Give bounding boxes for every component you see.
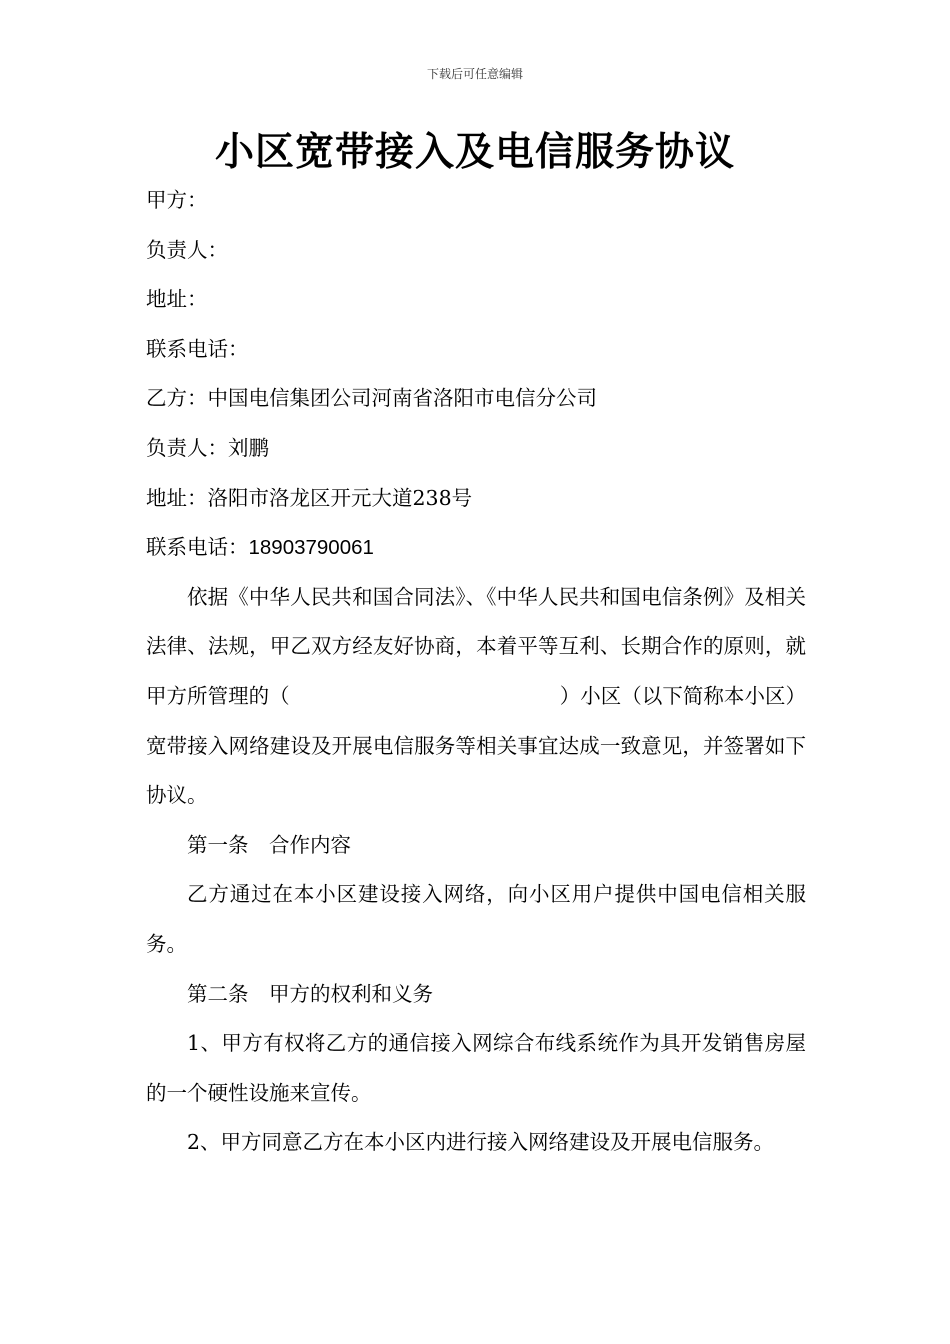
article-2-item-1: 1、甲方有权将乙方的通信接入网综合布线系统作为具开发销售房屋的一个硬性设施来宣传。 bbox=[146, 1031, 806, 1105]
party-b-name: 乙方：中国电信集团公司河南省洛阳市电信分公司 bbox=[146, 386, 597, 411]
article-2-item-2: 2、甲方同意乙方在本小区内进行接入网络建设及开展电信服务。 bbox=[187, 1130, 775, 1155]
document-body bbox=[146, 176, 806, 1168]
preamble-paragraph bbox=[146, 573, 806, 821]
party-b-phone bbox=[146, 523, 806, 573]
party-b-contact-person: 负责人：刘鹏 bbox=[146, 435, 269, 460]
party-a-contact-person: 负责人： bbox=[146, 237, 228, 262]
party-a-label: 甲方： bbox=[146, 188, 208, 212]
party-a-address: 地址： bbox=[146, 287, 208, 312]
article-1-heading: 第一条 合作内容 bbox=[187, 832, 351, 857]
party-b-phone-value: 18903790061 bbox=[248, 536, 374, 560]
preamble-after-blank: ）小区（以下简称本小区）宽带接入网络建设及开展电信服务等相关事宜达成一致意见，并签署如下协议。 bbox=[146, 683, 807, 808]
article-1-text: 乙方通过在本小区建设接入网络，向小区用户提供中国电信相关服务。 bbox=[146, 882, 806, 956]
preamble-before-blank: 依据《中华人民共和国合同法》、《中华人民共和国电信条例》及相关法律、法规，甲乙双方经友好协商，本着平等互利、长期合作的原则，就甲方所管理的（ bbox=[146, 584, 806, 708]
header-note: 下载后可任意编辑 bbox=[426, 67, 523, 81]
party-a-phone: 联系电话： bbox=[146, 336, 249, 361]
party-b-phone-label: 联系电话： bbox=[146, 535, 249, 560]
document-title: 小区宽带接入及电信服务协议 bbox=[214, 129, 735, 175]
party-b-address: 地址：洛阳市洛龙区开元大道238号 bbox=[146, 485, 473, 510]
article-2-heading: 第二条 甲方的权利和义务 bbox=[187, 981, 433, 1006]
